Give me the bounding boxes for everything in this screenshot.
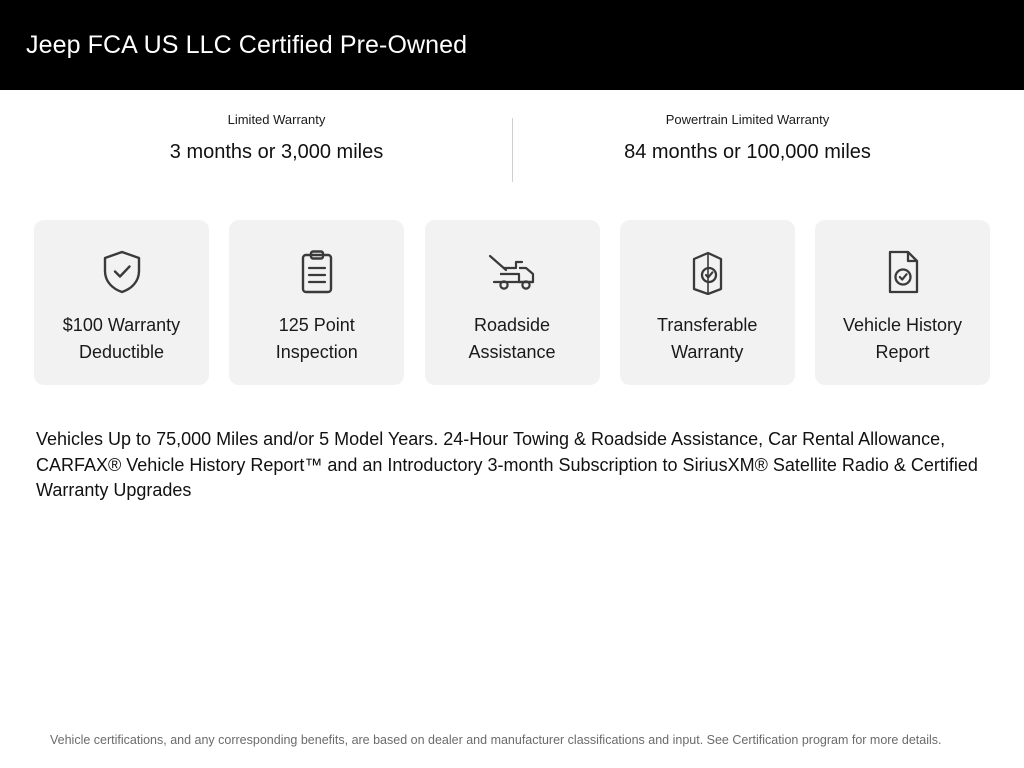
limited-warranty-value: 3 months or 3,000 miles: [169, 140, 384, 163]
feature-card-warranty-deductible: [34, 220, 209, 385]
feature-label: Transferable Warranty: [657, 315, 758, 362]
limited-warranty-label: Limited Warranty: [227, 112, 326, 127]
feature-label: $100 Warranty Deductible: [62, 315, 181, 362]
documents-check-icon: [685, 246, 729, 298]
feature-card-transferable-warranty: [620, 220, 795, 385]
feature-label: 125 Point Inspection: [275, 315, 358, 362]
program-description: Vehicles Up to 75,000 Miles and/or 5 Model Years. 24-Hour Towing & Roadside Assistance, Car Rental Allowance, CARFAX® Vehicle History Report™ and an Introductory 3-month Subscription to SiriusXM® Satellite Radio & Certified Warranty Upgrades: [36, 429, 978, 501]
feature-label: Roadside Assistance: [468, 315, 556, 362]
feature-card-vehicle-history-report: [815, 220, 990, 385]
powertrain-warranty-value: 84 months or 100,000 miles: [624, 140, 871, 163]
feature-card-roadside-assistance: [425, 220, 600, 385]
powertrain-warranty-block: [513, 112, 983, 184]
limited-warranty-block: [42, 112, 512, 184]
page-title: Jeep FCA US LLC Certified Pre-Owned: [26, 31, 468, 59]
shield-check-icon: [101, 246, 143, 298]
page-header: [0, 0, 1024, 90]
disclaimer-text: Vehicle certifications, and any corresponding benefits, are based on dealer and manufacturer classifications and input. See Certification program for more details.: [50, 733, 942, 748]
tow-truck-icon: [486, 246, 538, 298]
feature-card-list: [0, 192, 1024, 385]
feature-card-point-inspection: [229, 220, 404, 385]
clipboard-icon: [298, 246, 336, 298]
warranty-summary: [0, 90, 1024, 192]
feature-label: Vehicle History Report: [842, 315, 963, 362]
document-check-icon: [883, 246, 923, 298]
powertrain-warranty-label: Powertrain Limited Warranty: [665, 112, 830, 127]
